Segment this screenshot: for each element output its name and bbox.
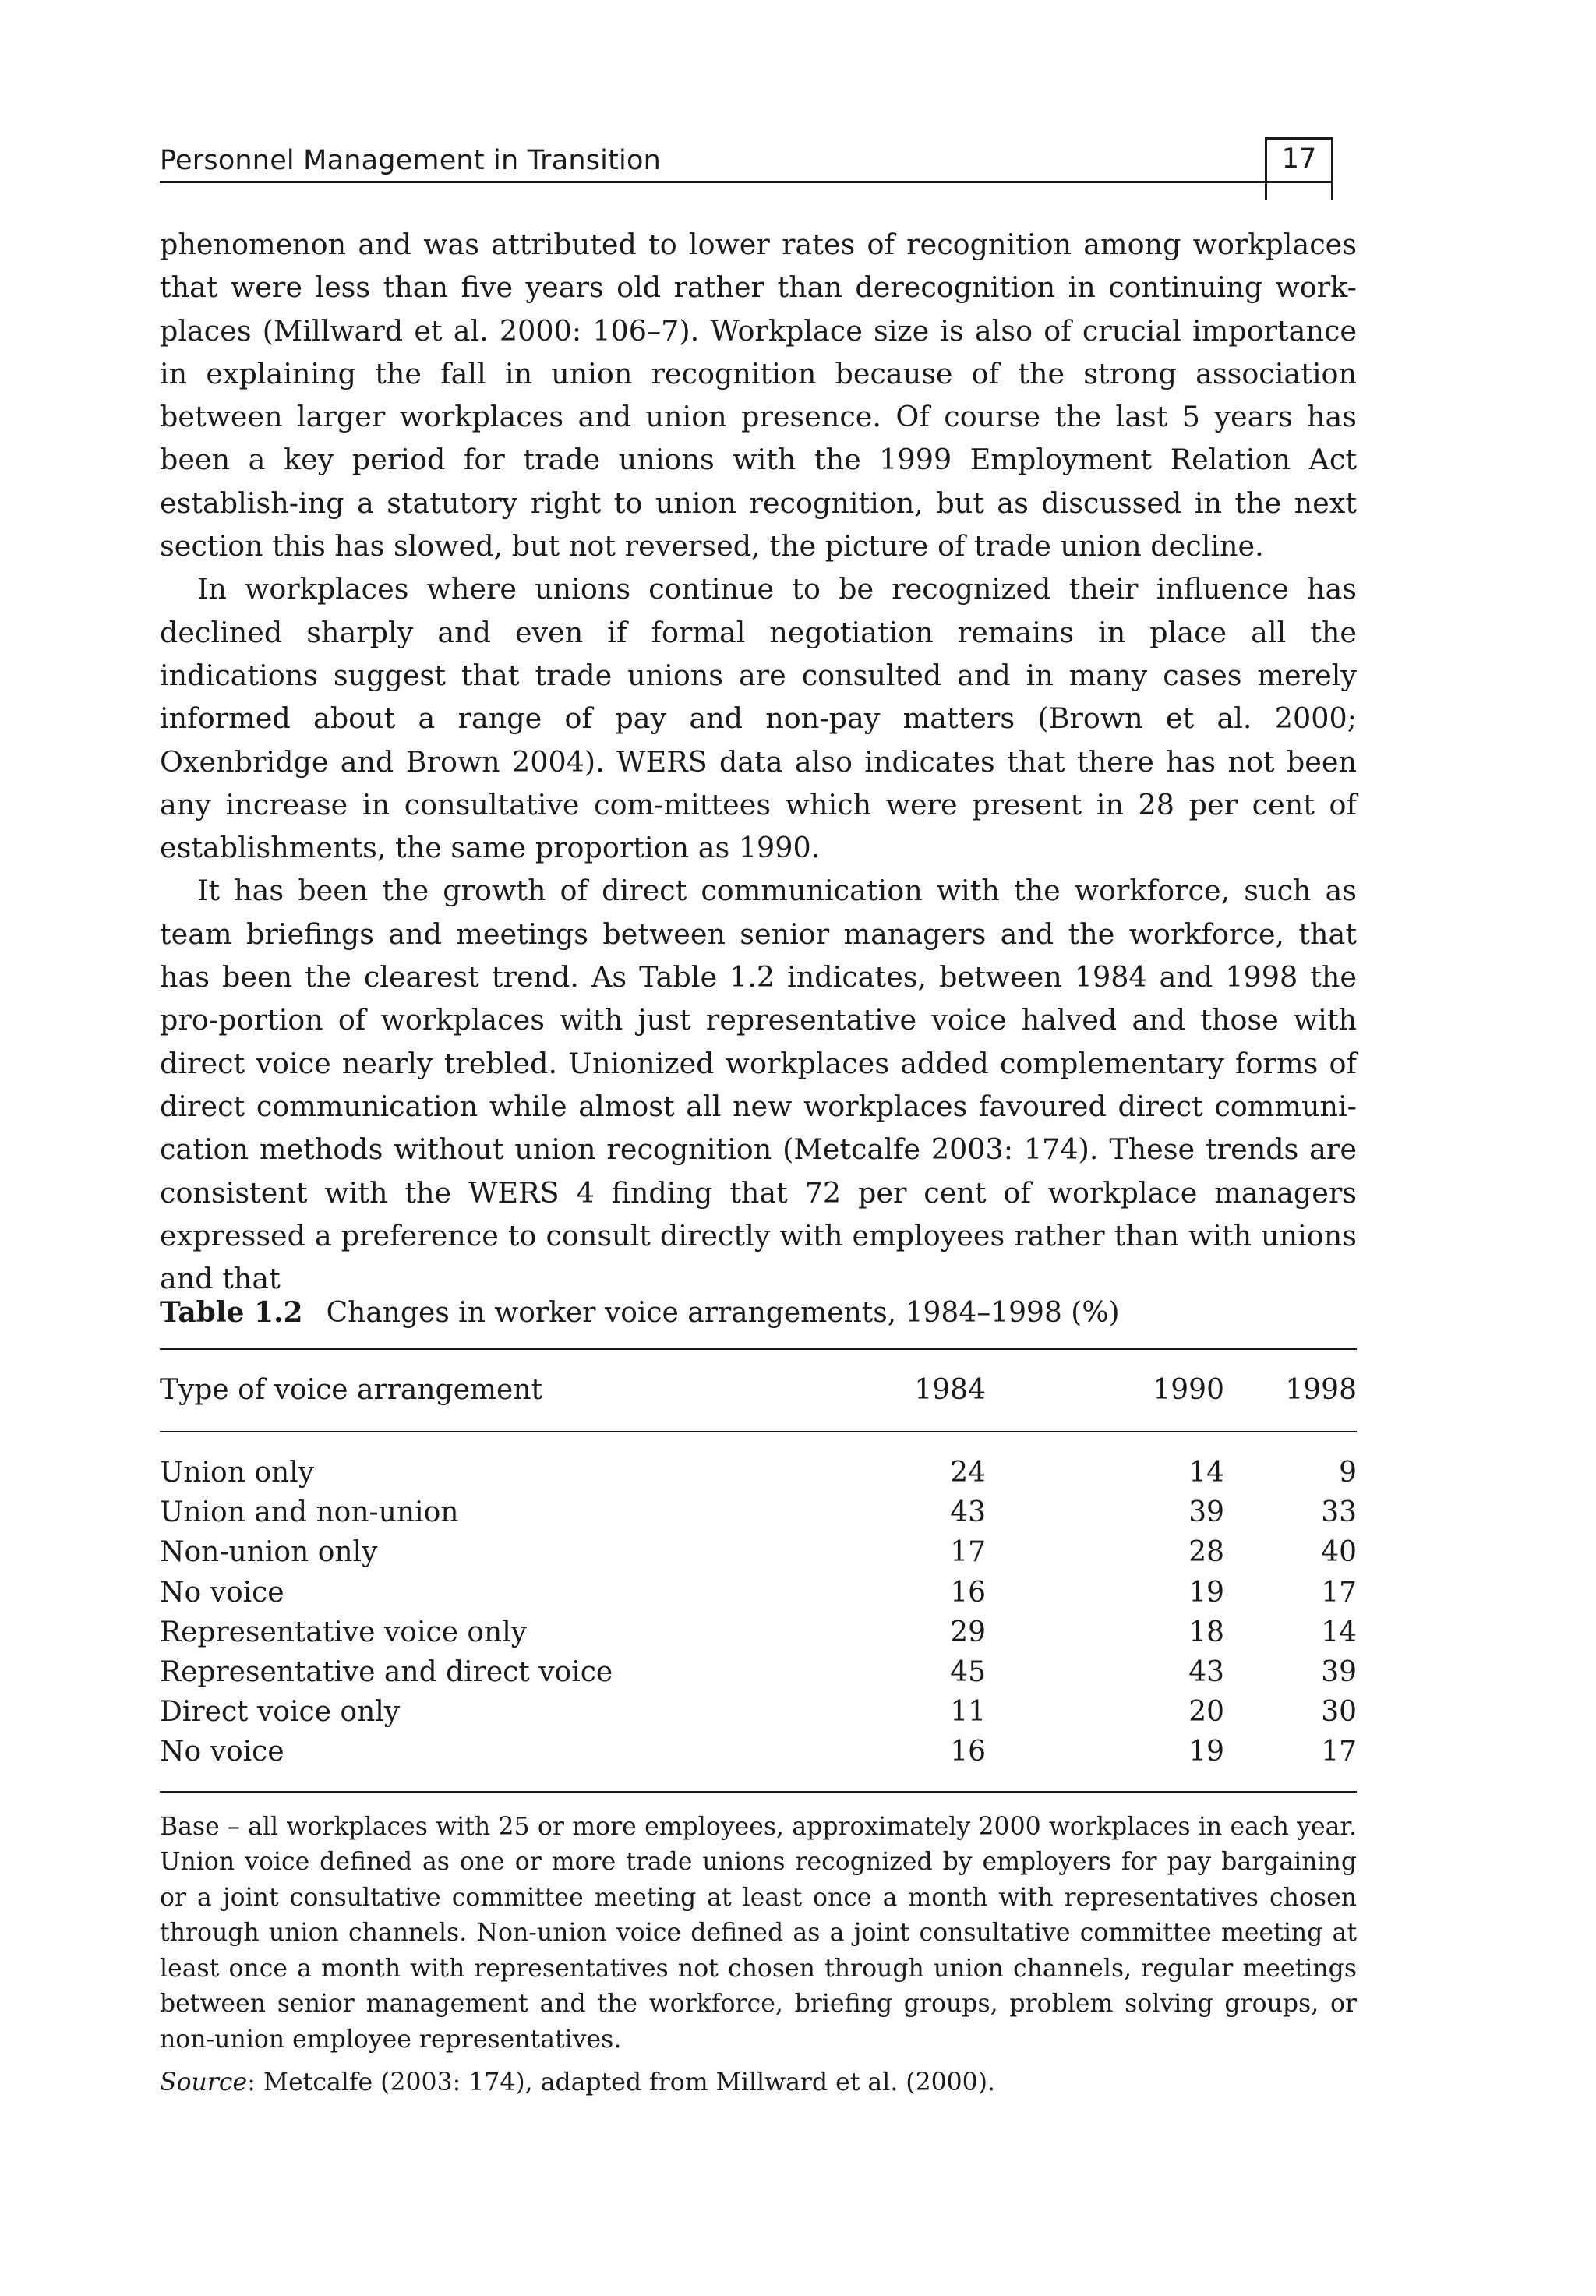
table-caption-text: Changes in worker voice arrangements, 1984–1998 (%): [326, 1297, 1120, 1329]
page-number: 17: [1281, 143, 1317, 175]
cell-1984: 43: [950, 1496, 986, 1529]
table-notes: [160, 1810, 1357, 2101]
cell-1984: 24: [950, 1457, 986, 1489]
table-row: [160, 1652, 1357, 1692]
table-row: [160, 1453, 1357, 1492]
cell-1984: 16: [950, 1736, 986, 1768]
running-header: [160, 131, 1333, 185]
cell-1990: 20: [1188, 1696, 1224, 1729]
table-base-note: Base – all workplaces with 25 or more employees, approximately 2000 workplaces in each year. Union voice defined as one or more trade unions recognized by employers for pay bargaining or a joint consultative committee meeting at least once a month with representatives chosen through union channels. Non-union voice defined as a joint consultative committee meeting at least once a month with representatives not chosen through union channels, regular meetings between senior management and the workforce, briefing groups, problem solving groups, or non-union employee representatives.: [160, 1812, 1357, 2054]
table-row: [160, 1732, 1357, 1771]
row-label: Union only: [160, 1457, 315, 1489]
row-label: Union and non-union: [160, 1496, 459, 1529]
cell-1998: 30: [1321, 1696, 1357, 1729]
row-label: Direct voice only: [160, 1696, 401, 1729]
cell-1998: 40: [1321, 1536, 1357, 1569]
table-row: [160, 1532, 1357, 1572]
cell-1984: 16: [950, 1576, 986, 1609]
source-text: : Metcalfe (2003: 174), adapted from Millward et al. (2000).: [247, 2068, 996, 2096]
row-label: No voice: [160, 1576, 284, 1609]
header-rule: [160, 181, 1333, 183]
source-label: Source: [160, 2068, 248, 2096]
table-header-row: [160, 1350, 1357, 1432]
row-label: Representative and direct voice: [160, 1655, 613, 1688]
cell-1990: 39: [1188, 1496, 1224, 1529]
table-caption: [160, 1294, 1357, 1337]
cell-1984: 45: [950, 1655, 986, 1688]
row-label: Non-union only: [160, 1536, 378, 1569]
cell-1984: 11: [950, 1696, 986, 1729]
table-bottom-rule: [160, 1791, 1357, 1793]
cell-1990: 28: [1188, 1536, 1224, 1569]
paragraph-2: In workplaces where unions continue to be recognized their influence has declined sharply and even if formal negotiation remains in place all the indications suggest that trade unions are consulted and in many cases merely informed about a range of pay and non-pay matters (Brown et al. 2000; Oxenbridge and Brown 2004). WERS data also indicates that there has not been any increase in consultative com-mittees which were present in 28 per cent of establishments, the same proportion as 1990.: [160, 572, 1357, 865]
row-label: No voice: [160, 1736, 284, 1768]
cell-1998: 33: [1321, 1496, 1357, 1529]
cell-1984: 29: [950, 1616, 986, 1648]
page-number-box: [1265, 137, 1333, 200]
table-source: [160, 2065, 1357, 2101]
cell-1990: 19: [1188, 1736, 1224, 1768]
cell-1998: 39: [1321, 1655, 1357, 1688]
table-1-2: [160, 1294, 1357, 2101]
table-row: [160, 1692, 1357, 1732]
running-header-title: Personnel Management in Transition: [160, 145, 661, 176]
column-header-type: Type of voice arrangement: [160, 1374, 542, 1406]
row-label: Representative voice only: [160, 1616, 528, 1648]
cell-1990: 43: [1188, 1655, 1224, 1688]
table-row: [160, 1573, 1357, 1612]
column-header-1998: 1998: [1285, 1374, 1357, 1406]
table-body: [160, 1432, 1357, 1791]
cell-1998: 9: [1339, 1457, 1357, 1489]
column-header-1984: 1984: [914, 1374, 986, 1406]
cell-1998: 14: [1321, 1616, 1357, 1648]
paragraph-3: It has been the growth of direct communication with the workforce, such as team briefings and meetings between senior managers and the workforce, that has been the clearest trend. As Table 1.2 indicates, between 1984 and 1998 the pro-portion of workplaces with just representative voice halved and those with direct voice nearly trebled. Unionized workplaces added complementary forms of direct communication while almost all new workplaces favoured direct communi-cation methods without union recognition (Metcalfe 2003: 174). These trends are consistent with the WERS 4 finding that 72 per cent of workplace managers expressed a preference to consult directly with employees rather than with unions and that: [160, 874, 1357, 1296]
cell-1990: 14: [1188, 1457, 1224, 1489]
column-header-1990: 1990: [1153, 1374, 1224, 1406]
table-row: [160, 1612, 1357, 1652]
cell-1990: 19: [1188, 1576, 1224, 1609]
cell-1990: 18: [1188, 1616, 1224, 1648]
table-row: [160, 1492, 1357, 1532]
cell-1984: 17: [950, 1536, 986, 1569]
table-label: Table 1.2: [160, 1296, 303, 1329]
paragraph-1: phenomenon and was attributed to lower rates of recognition among workplaces that were less than five years old rather than derecognition in continuing work-places (Millward et al. 2000: 106–7). Workplace size is also of crucial importance in explaining the fall in union recognition because of the strong association between larger workplaces and union presence. Of course the last 5 years has been a key period for trade unions with the 1999 Employment Relation Act establish-ing a statutory right to union recognition, but as discussed in the next section this has slowed, but not reversed, the picture of trade union decline.: [160, 228, 1357, 563]
cell-1998: 17: [1321, 1576, 1357, 1609]
body-text: [160, 223, 1357, 1300]
cell-1998: 17: [1321, 1736, 1357, 1768]
